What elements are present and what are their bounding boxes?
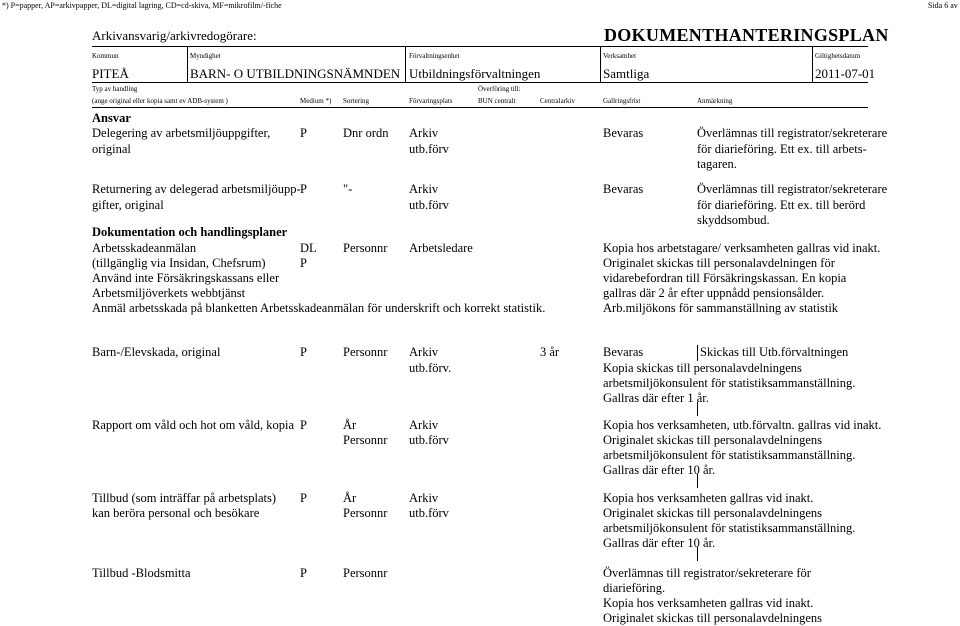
row6-note-marker [697,547,698,561]
row6-note-4: Gallras där efter 10 år. [603,536,716,550]
row4-note-4: Gallras där efter 1 år. [603,391,709,405]
col-overforing-label: Överföring till: [478,85,521,93]
meta-divider [600,47,601,82]
giltighetsdatum-label: Giltighetsdatum [815,52,861,60]
row4-forvaring-2: utb.förv. [409,361,452,375]
row4-note-3: arbetsmiljökonsulent för statistiksammanställning. [603,376,856,390]
row4-gallring: Bevaras [603,345,644,359]
header-rule [92,46,868,47]
section-heading-ansvar: Ansvar [92,111,131,125]
row7-note-2: diarieföring. [603,581,666,595]
forvaltningsenhet-label: Förvaltningsenhet [409,52,460,60]
row3-note-5: Arb.miljökons för sammanställning av statistik [603,301,839,315]
row1-medium: P [300,126,307,140]
row5-note-3: arbetsmiljökonsulent för statistiksammanställning. [603,448,856,462]
row6-title: Tillbud (som inträffar på arbetsplats) [92,491,276,505]
row5-note-2: Originalet skickas till personalavdelningens [603,433,823,447]
row3-note-3: vidarebefordran till Försäkringskassan. En kopia [603,271,847,285]
document-title: DOKUMENTHANTERINGSPLAN [604,25,889,45]
row4-medium: P [300,345,307,359]
row1-note-2: för diarieföring. Ett ex. till arbets- [697,142,867,156]
row7-medium: P [300,566,307,580]
row2-subtitle: gifter, original [92,198,164,212]
row4-sortering: Personnr [343,345,388,359]
row6-forvaring: Arkiv [409,491,439,505]
giltighetsdatum-value: 2011-07-01 [815,66,876,81]
row4-title: Barn-/Elevskada, original [92,345,221,359]
row3-note-1: Kopia hos arbetstagare/ verksamheten gallras vid inakt. [603,241,881,255]
row3-line-4: Arbetsmiljöverkets webbtjänst [92,286,246,300]
row6-sortering-2: Personnr [343,506,388,520]
row7-note-3: Kopia hos verksamheten gallras vid inakt. [603,596,814,610]
col-centralarkiv-label: Centralarkiv [540,97,575,105]
footnote-legend: *) P=papper, AP=arkivpapper, DL=digital lagring, CD=cd-skiva, MF=mikrofilm/-fiche [2,1,282,10]
col-gallringsfrist-label: Gallringsfrist [603,97,641,105]
row2-note-3: skyddsombud. [697,213,770,227]
kommun-label: Kommun [92,52,119,60]
row7-sortering: Personnr [343,566,388,580]
row1-forvaring-2: utb.förv [409,142,449,156]
row1-gallring: Bevaras [603,126,644,140]
forvaltningsenhet-value: Utbildningsförvaltningen [409,66,541,81]
row7-title: Tillbud -Blodsmitta [92,566,191,580]
col-bun-label: BUN centralt [478,97,516,105]
row6-subtitle: kan beröra personal och besökare [92,506,260,520]
page-number: Sida 6 av [928,1,958,10]
row7-note-1: Överlämnas till registrator/sekreterare för [603,566,811,580]
row3-sortering: Personnr [343,241,388,255]
row7-note-4: Originalet skickas till personalavdelningens [603,611,823,625]
row2-note-2: för diarieföring. Ett ex. till berörd [697,198,866,212]
row4-note-1: Skickas till Utb.förvaltningen [700,345,849,359]
row1-subtitle: original [92,142,131,156]
row3-forvaring: Arbetsledare [409,241,473,255]
row6-forvaring-2: utb.förv [409,506,449,520]
row5-forvaring-2: utb.förv [409,433,449,447]
row3-medium-2: P [300,256,307,270]
row2-forvaring-2: utb.förv [409,198,449,212]
row3-note-4: gallras där 2 år efter uppnådd pensionsålder. [603,286,825,300]
row3-line-2: (tillgänglig via Insidan, Chefsrum) [92,256,266,270]
row5-title: Rapport om våld och hot om våld, kopia [92,418,295,432]
row3-line-3: Använd inte Försäkringskassans eller [92,271,280,285]
row3-title: Arbetsskadeanmälan [92,241,197,255]
row3-note-2: Originalet skickas till personalavdelningen för [603,256,835,270]
row2-gallring: Bevaras [603,182,644,196]
row5-note-4: Gallras där efter 10 år. [603,463,716,477]
row3-line-5: Anmäl arbetsskada på blanketten Arbetsskadeanmälan för underskrift och korrekt statistik. [92,301,546,315]
myndighet-label: Myndighet [190,52,221,60]
meta-divider [812,47,813,82]
row5-sortering: År [343,418,357,432]
row2-title: Returnering av delegerad arbetsmiljöupp- [92,182,301,196]
row1-forvaring: Arkiv [409,126,439,140]
col-anmarkning-label: Anmärkning [697,97,733,105]
row1-title: Delegering av arbetsmiljöuppgifter, [92,126,271,140]
row5-note-1: Kopia hos verksamheten, utb.förvaltn. gallras vid inakt. [603,418,882,432]
section-heading-dokumentation: Dokumentation och handlingsplaner [92,225,288,239]
row6-medium: P [300,491,307,505]
myndighet-value: BARN- O UTBILDNINGSNÄMNDEN [190,66,401,81]
meta-rule [92,82,868,83]
row5-medium: P [300,418,307,432]
column-header-rule [92,107,868,108]
row5-sortering-2: Personnr [343,433,388,447]
col-sortering-label: Sortering [343,97,370,105]
row4-note-2: Kopia skickas till personalavdelningens [603,361,802,375]
row2-forvaring: Arkiv [409,182,439,196]
responsible-label: Arkivansvarig/arkivredogörare: [92,28,257,43]
verksamhet-label: Verksamhet [603,52,637,60]
row4-note-marker [697,402,698,416]
row5-note-marker [697,474,698,488]
col-typ-sublabel: (ange original eller kopia samt ev ADB-system ) [92,97,228,105]
row3-medium: DL [300,241,317,255]
col-forvaringsplats-label: Förvaringsplats [409,97,453,105]
row6-note-2: Originalet skickas till personalavdelningens [603,506,823,520]
row6-note-3: arbetsmiljökonsulent för statistiksammanställning. [603,521,856,535]
verksamhet-value: Samtliga [603,66,650,81]
row4-note-marker [697,345,698,361]
row1-sortering: Dnr ordn [343,126,389,140]
row2-medium: P [300,182,307,196]
row5-forvaring: Arkiv [409,418,439,432]
row1-note-1: Överlämnas till registrator/sekreterare [697,126,888,140]
kommun-value: PITEÅ [92,66,129,81]
meta-divider [405,47,406,82]
meta-divider [187,47,188,82]
row2-note-1: Överlämnas till registrator/sekreterare [697,182,888,196]
col-medium-label: Medium *) [300,97,332,105]
row1-note-3: tagaren. [697,157,737,171]
row4-centralarkiv: 3 år [540,345,560,359]
row6-note-1: Kopia hos verksamheten gallras vid inakt. [603,491,814,505]
col-typ-label: Typ av handling [92,85,138,93]
row6-sortering: År [343,491,357,505]
row4-forvaring: Arkiv [409,345,439,359]
row2-sortering: "- [343,182,353,196]
